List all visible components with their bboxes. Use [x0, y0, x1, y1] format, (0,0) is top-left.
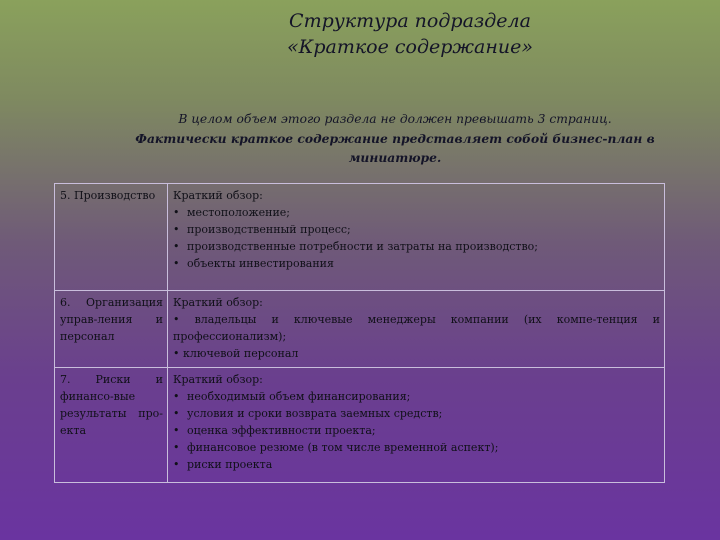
list-item: • производственные потребности и затраты на производство;: [173, 240, 539, 253]
bullet-icon: •: [173, 240, 180, 253]
summary-structure-table: [54, 183, 665, 483]
subtitle-line-2: Фактически краткое содержание представляет собой бизнес-план в миниатюре.: [135, 131, 655, 165]
row-label-cell: [55, 368, 168, 483]
bullet-icon: •: [173, 206, 180, 219]
slide-title-line-2: «Краткое содержание»: [287, 36, 533, 58]
table-row: [55, 368, 665, 483]
list-item-continuation: профессионализм);: [173, 330, 287, 343]
row-label: 5. Производство: [60, 189, 156, 202]
subtitle-line-1: В целом объем этого раздела не должен превышать 3 страниц.: [178, 112, 612, 126]
list-item: • риски проекта: [173, 458, 273, 471]
bullet-icon: •: [173, 347, 180, 360]
row-label-cell: [55, 184, 168, 291]
bullet-icon: •: [173, 407, 180, 420]
list-item: • необходимый объем финансирования;: [173, 390, 411, 403]
row-label: 7. Риски и финансо-вые результаты про-екта: [60, 373, 163, 437]
row-content-cell: [168, 184, 665, 291]
list-item: • финансовое резюме (в том числе временной аспект);: [173, 441, 499, 454]
bullet-icon: •: [173, 257, 180, 270]
bullet-icon: •: [173, 313, 180, 326]
table-row: [55, 184, 665, 291]
row-heading: Краткий обзор:: [173, 296, 263, 309]
list-item: • местоположение;: [173, 206, 291, 219]
row-content-cell: [168, 291, 665, 368]
bullet-icon: •: [173, 390, 180, 403]
list-item: • ключевой персонал: [173, 347, 299, 360]
bullet-icon: •: [173, 223, 180, 236]
list-item: • производственный процесс;: [173, 223, 351, 236]
list-item: • условия и сроки возврата заемных средств;: [173, 407, 443, 420]
slide-subtitle: [90, 110, 700, 167]
list-item: • объекты инвестирования: [173, 257, 334, 270]
list-item: • владельцы и ключевые менеджеры компании (их компе-тенция и: [173, 313, 660, 326]
slide-title-line-1: Структура подраздела: [289, 10, 531, 32]
row-content-cell: [168, 368, 665, 483]
list-item: • оценка эффективности проекта;: [173, 424, 376, 437]
table-row: [55, 291, 665, 368]
slide-title: [230, 8, 590, 60]
row-heading: Краткий обзор:: [173, 373, 263, 386]
bullet-icon: •: [173, 424, 180, 437]
row-label: 6. Организация управ-ления и персонал: [60, 296, 163, 343]
row-heading: Краткий обзор:: [173, 189, 263, 202]
bullet-icon: •: [173, 441, 180, 454]
row-label-cell: [55, 291, 168, 368]
bullet-icon: •: [173, 458, 180, 471]
